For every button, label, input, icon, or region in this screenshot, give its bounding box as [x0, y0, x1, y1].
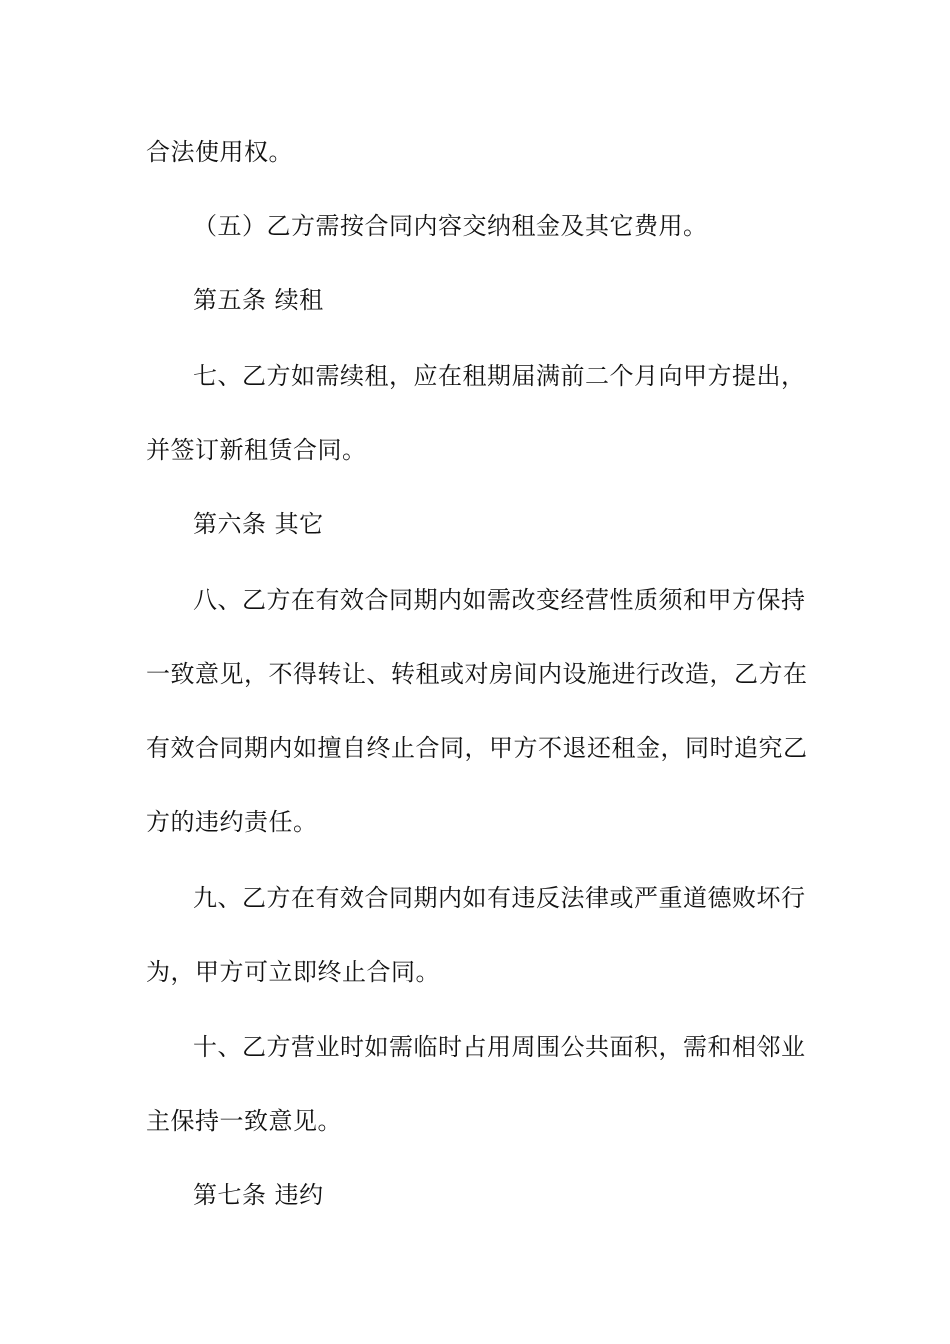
- text-line: 八、乙方在有效合同期内如需改变经营性质须和甲方保持: [193, 586, 806, 614]
- text-line: 并签订新租赁合同。: [146, 436, 367, 464]
- text-line: 有效合同期内如擅自终止合同，甲方不退还租金，同时追究乙: [146, 734, 808, 762]
- section-heading: 第五条 续租: [193, 286, 324, 314]
- section-heading: 第七条 违约: [193, 1181, 324, 1209]
- section-heading: 第六条 其它: [193, 510, 324, 538]
- text-line: 为，甲方可立即终止合同。: [146, 958, 440, 986]
- text-line: 十、乙方营业时如需临时占用周围公共面积，需和相邻业: [193, 1033, 806, 1061]
- text-line: （五）乙方需按合同内容交纳租金及其它费用。: [193, 212, 708, 240]
- text-line: 七、乙方如需续租，应在租期届满前二个月向甲方提出，: [193, 362, 806, 390]
- text-line: 合法使用权。: [146, 138, 293, 166]
- text-line: 一致意见，不得转让、转租或对房间内设施进行改造，乙方在: [146, 660, 808, 688]
- text-line: 九、乙方在有效合同期内如有违反法律或严重道德败坏行: [193, 884, 806, 912]
- text-line: 主保持一致意见。: [146, 1107, 342, 1135]
- text-line: 方的违约责任。: [146, 808, 318, 836]
